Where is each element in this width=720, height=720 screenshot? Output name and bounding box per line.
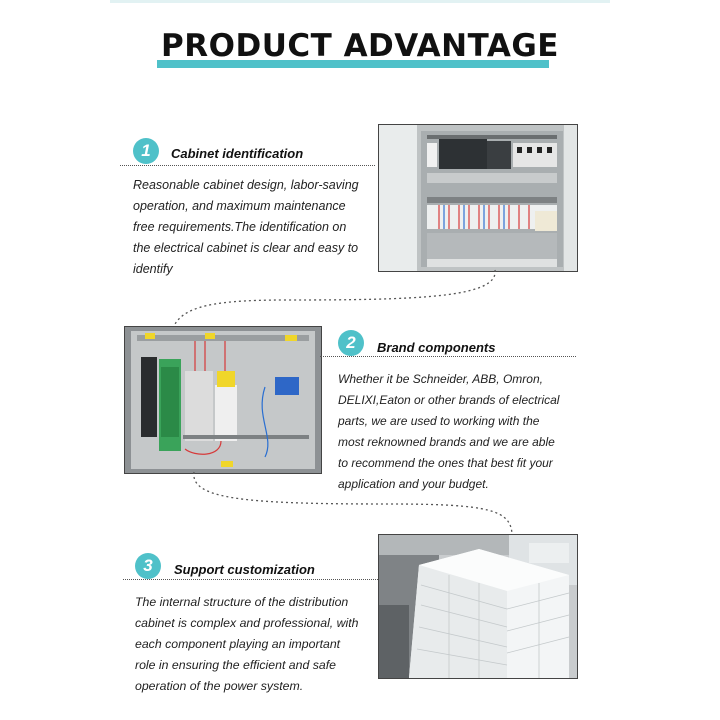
section-1-line: operation, and maximum maintenance — [133, 199, 346, 213]
connector-2-to-3 — [190, 470, 520, 540]
brand-components-photo — [124, 326, 322, 474]
section-3-line: cabinet is complex and professional, with — [135, 616, 359, 630]
section-2-line: parts, we are used to working with the — [338, 414, 540, 428]
section-1-divider — [120, 165, 375, 166]
cabinet-identification-photo — [378, 124, 578, 272]
section-2-divider — [320, 356, 576, 357]
title-block — [0, 28, 720, 76]
section-3-line: The internal structure of the distribution — [135, 595, 349, 609]
section-1-line: free requirements.The identification on — [133, 220, 347, 234]
section-3-divider — [123, 579, 378, 580]
section-2-line: application and your budget. — [338, 477, 489, 491]
section-3-body — [135, 592, 380, 697]
section-2-line: DELIXI,Eaton or other brands of electrical — [338, 393, 560, 407]
section-2-line: most reknowned brands and we are able — [338, 435, 555, 449]
section-1-line: the electrical cabinet is clear and easy to — [133, 241, 359, 255]
section-2-number-badge: 2 — [338, 330, 364, 356]
section-3-line: each component playing an important — [135, 637, 341, 651]
section-2-line: Whether it be Schneider, ABB, Omron, — [338, 372, 543, 386]
section-2-line: to recommend the ones that best fit your — [338, 456, 553, 470]
section-3-line: role in ensuring the efficient and safe — [135, 658, 336, 672]
section-3-heading: Support customization — [174, 562, 315, 577]
page-title: PRODUCT ADVANTAGE — [161, 28, 559, 64]
section-1-line: Reasonable cabinet design, labor-saving — [133, 178, 359, 192]
section-2-heading: Brand components — [377, 340, 496, 355]
section-1-line: identify — [133, 262, 173, 276]
section-1-number-badge: 1 — [133, 138, 159, 164]
section-3-number-badge: 3 — [135, 553, 161, 579]
top-accent-strip — [110, 0, 610, 3]
section-1-heading: Cabinet identification — [171, 146, 304, 161]
section-1-body — [133, 175, 378, 280]
support-customization-photo — [378, 534, 578, 679]
section-3-line: operation of the power system. — [135, 679, 304, 693]
